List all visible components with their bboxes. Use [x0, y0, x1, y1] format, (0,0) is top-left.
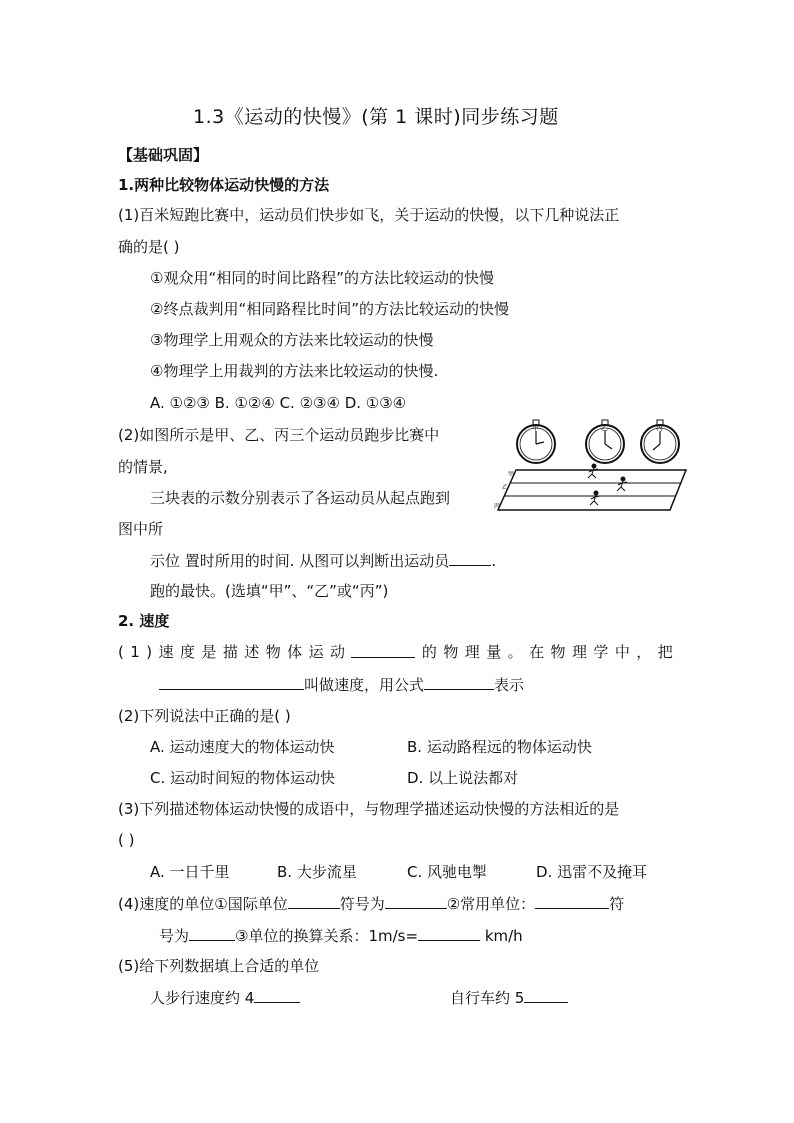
p2-q1-char: 1 — [130, 643, 140, 661]
q1-statement-2: ②终点裁判用“相同路程比时间”的方法比较运动的快慢 — [150, 300, 509, 318]
p2-q1-char: 把 — [657, 643, 673, 661]
p2-q2-option-b: B. 运动路程远的物体运动快 — [407, 738, 592, 756]
answer-blank-common-symbol[interactable] — [189, 925, 235, 941]
p2-q4-text-a: (4)速度的单位①国际单位 — [118, 895, 288, 913]
p2-q1-char: 度 — [179, 643, 195, 661]
p2-q1-char: 是 — [201, 643, 217, 661]
lane-label-3: 丙 — [494, 503, 501, 510]
answer-blank-si-symbol[interactable] — [385, 893, 447, 909]
p2-q3-stem-line1: (3)下列描述物体运动快慢的成语中，与物理学描述运动快慢的方法相近的是 — [118, 800, 620, 818]
p2-q1-char: 的 — [421, 643, 437, 661]
race-figure — [490, 418, 690, 518]
p2-q1-char: 学 — [593, 643, 609, 661]
clock-label-2: 乙 — [601, 424, 608, 432]
p2-q1-char: 量 — [486, 643, 502, 661]
p2-q4-text-e: 号为 — [159, 927, 190, 945]
p2-q1-char: 描 — [222, 643, 238, 661]
q1-stem-line1: (1)百米短跑比赛中，运动员们快步如飞，关于运动的快慢，以下几种说法正 — [118, 206, 620, 224]
q1-statement-3: ③物理学上用观众的方法来比较运动的快慢 — [150, 331, 434, 349]
page-title: 1.3《运动的快慢》(第 1 课时)同步练习题 — [193, 106, 559, 128]
p2-q4-text-c: ②常用单位： — [446, 895, 536, 913]
p2-q1-line2 — [159, 674, 524, 695]
p2-q1-line2-end: 表示 — [494, 676, 525, 694]
part2-heading: 2. 速度 — [118, 612, 170, 630]
q1-options: A. ①②③ B. ①②④ C. ②③④ D. ①③④ — [150, 394, 407, 412]
q1-statement-4: ④物理学上用裁判的方法来比较运动的快慢. — [150, 362, 439, 380]
p2-q1-char: 物 — [443, 643, 459, 661]
section-label: 【基础巩固】 — [118, 146, 209, 164]
answer-blank-speed-definition[interactable] — [159, 674, 304, 690]
q1-statement-1: ①观众用“相同的时间比路程”的方法比较运动的快慢 — [150, 269, 494, 287]
q2-line3: 三块表的示数分别表示了各运动员从起点跑到 — [150, 489, 451, 507]
p2-q3-option-a: A. 一日千里 — [150, 863, 230, 881]
p2-q1-char: ( — [118, 643, 124, 661]
p2-q2-option-a: A. 运动速度大的物体运动快 — [150, 738, 335, 756]
p2-q5-stem: (5)给下列数据填上合适的单位 — [118, 957, 320, 975]
clock-label-1: 甲 — [532, 424, 539, 432]
p2-q4-text-f: ③单位的换算关系：1m/s= — [235, 927, 419, 945]
p2-q5-item-2 — [450, 987, 568, 1008]
p2-q1-char: 速 — [158, 643, 174, 661]
answer-blank-common-unit[interactable] — [535, 893, 609, 909]
answer-blank-walking-unit[interactable] — [254, 987, 300, 1003]
q2-line1: (2)如图所示是甲、乙、丙三个运动员跑步比赛中 — [118, 426, 440, 444]
p2-q1-char: 理 — [571, 643, 587, 661]
p2-q1-line2-mid: 叫做速度，用公式 — [304, 676, 425, 694]
runner-icon — [590, 491, 600, 505]
p2-q2-option-d: D. 以上说法都对 — [407, 769, 519, 787]
stopwatch-icon — [517, 420, 555, 463]
p2-q2-option-c: C. 运动时间短的物体运动快 — [150, 769, 336, 787]
p2-q3-option-c: C. 风驰电掣 — [407, 863, 488, 881]
p2-q1-char: 中 — [614, 643, 630, 661]
p2-q3-stem-line2: ( ) — [118, 831, 135, 849]
p2-q4-line2 — [159, 925, 523, 946]
answer-blank-formula[interactable] — [424, 674, 494, 690]
runner-icon — [588, 464, 598, 478]
p2-q4-text-d: 符 — [609, 895, 625, 913]
q2-line5-text: 示位 置时所用的时间. 从图可以判断出运动员 — [150, 552, 450, 570]
q2-line4: 图中所 — [118, 520, 164, 538]
q2-line6: 跑的最快。(选填“甲”、“乙”或“丙”) — [150, 582, 389, 600]
p2-q5-item-1 — [150, 987, 300, 1008]
lane-label-1: 甲 — [508, 471, 515, 478]
q2-line5 — [150, 550, 496, 571]
p2-q1-line1 — [118, 642, 673, 662]
p2-q1-char: 理 — [464, 643, 480, 661]
p2-q1-char: 。 — [507, 643, 523, 661]
p2-q1-char: ， — [636, 643, 652, 661]
lane-label-2: 乙 — [502, 484, 509, 491]
part1-heading: 1.两种比较物体运动快慢的方法 — [118, 176, 330, 194]
answer-blank-bicycle-unit[interactable] — [524, 987, 568, 1003]
answer-blank-speed-meaning[interactable] — [351, 642, 415, 658]
p2-q1-char: 在 — [529, 643, 545, 661]
q2-line2: 的情景, — [118, 458, 168, 476]
p2-q1-char: 运 — [308, 643, 324, 661]
p2-q1-char: ) — [146, 643, 153, 661]
p2-q4-text-b: 符号为 — [339, 895, 385, 913]
p2-q3-option-d: D. 迅雷不及掩耳 — [536, 863, 648, 881]
p2-q1-char: 动 — [330, 643, 346, 661]
p2-q1-char: 体 — [287, 643, 303, 661]
p2-q4-text-g: km/h — [480, 927, 523, 945]
p2-q4-line1 — [118, 893, 624, 914]
q1-stem-line2: 确的是( ) — [118, 238, 180, 256]
q2-line5-end: . — [491, 552, 497, 570]
clock-label-3: 丙 — [656, 424, 663, 432]
p2-q1-char: 述 — [244, 643, 260, 661]
p2-q5-item-1-text: 人步行速度约 4 — [150, 989, 255, 1007]
p2-q1-char: 物 — [550, 643, 566, 661]
runner-icon — [617, 477, 627, 491]
stopwatch-icon — [586, 420, 624, 463]
p2-q5-item-2-text: 自行车约 5 — [450, 989, 525, 1007]
p2-q3-option-b: B. 大步流星 — [277, 863, 357, 881]
answer-blank-fastest-runner[interactable] — [449, 550, 491, 566]
answer-blank-si-unit[interactable] — [288, 893, 340, 909]
stopwatch-icon — [641, 420, 679, 463]
answer-blank-conversion[interactable] — [418, 925, 480, 941]
p2-q2-stem: (2)下列说法中正确的是( ) — [118, 707, 291, 725]
p2-q1-char: 物 — [265, 643, 281, 661]
